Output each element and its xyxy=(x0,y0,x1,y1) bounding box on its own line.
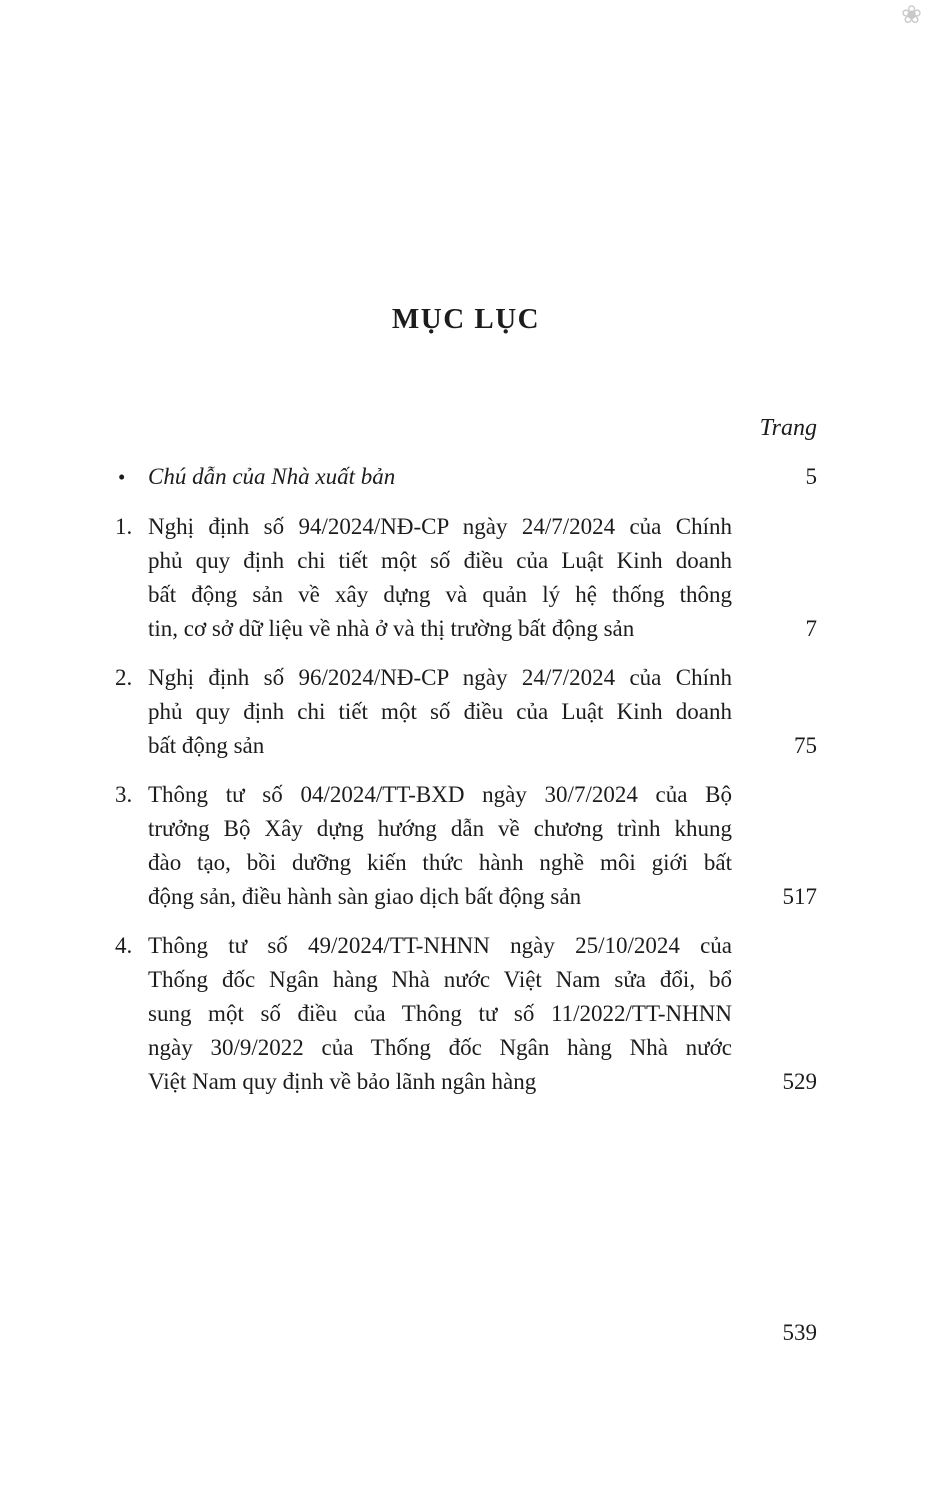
entry-line: Nghị định số 96/2024/NĐ-CP ngày 24/7/2024 của Chính xyxy=(148,665,732,690)
entry-line: bất động sản về xây dựng và quản lý hệ thống thông xyxy=(148,582,732,607)
bullet-icon: • xyxy=(118,465,126,489)
entry-last-line: tin, cơ sở dữ liệu về nhà ở và thị trường bất động sản xyxy=(148,616,635,641)
entry-last-line: động sản, điều hành sàn giao dịch bất động sản xyxy=(148,884,582,909)
entry-number: 3. xyxy=(115,782,133,807)
entry-line: đào tạo, bồi dưỡng kiến thức hành nghề môi giới bất xyxy=(148,850,732,875)
toc-entry-page-number: 5 xyxy=(805,464,817,489)
entry-line: Thống đốc Ngân hàng Nhà nước Việt Nam sửa đổi, bổ xyxy=(148,967,732,992)
page-title: MỤC LỤC xyxy=(391,303,541,335)
toc-entry-title: Chú dẫn của Nhà xuất bản xyxy=(148,464,396,489)
entry-line: phủ quy định chi tiết một số điều của Luật Kinh doanh xyxy=(148,699,732,724)
toc-entry-row xyxy=(148,460,817,494)
entry-last-line: Việt Nam quy định về bảo lãnh ngân hàng xyxy=(148,1069,537,1094)
toc-entry-page-number: 517 xyxy=(782,884,817,909)
entry-line: Thông tư số 49/2024/TT-NHNN ngày 25/10/2024 của xyxy=(148,933,732,958)
entry-last-line: bất động sản xyxy=(148,733,265,758)
toc-list xyxy=(115,460,817,1099)
toc-entry-page-number: 529 xyxy=(782,1069,817,1094)
flower-ornament-icon: ❀ xyxy=(901,0,922,29)
toc-entry-page-number: 75 xyxy=(794,733,817,758)
toc-entry-preface xyxy=(115,460,817,494)
entry-line: trưởng Bộ Xây dựng hướng dẫn về chương trình khung xyxy=(148,816,732,841)
toc-entry-row xyxy=(148,729,817,763)
entry-number: 1. xyxy=(115,514,133,539)
entry-line: phủ quy định chi tiết một số điều của Luật Kinh doanh xyxy=(148,548,732,573)
entry-number: 2. xyxy=(115,665,133,690)
entry-line: ngày 30/9/2022 của Thống đốc Ngân hàng Nhà nước xyxy=(148,1035,732,1060)
toc-entry-4 xyxy=(115,929,817,1099)
trang-column-header: Trang xyxy=(759,415,817,441)
toc-entry-row xyxy=(148,880,817,914)
toc-entry-page-number: 7 xyxy=(805,616,817,641)
toc-entry-row xyxy=(148,1065,817,1099)
entry-line: sung một số điều của Thông tư số 11/2022/TT-NHNN xyxy=(148,1001,732,1026)
toc-entry-2 xyxy=(115,661,817,763)
entry-line: Thông tư số 04/2024/TT-BXD ngày 30/7/2024 của Bộ xyxy=(148,782,732,807)
toc-entry-row xyxy=(148,612,817,646)
toc-entry-3 xyxy=(115,778,817,914)
folio-page-number: 539 xyxy=(782,1320,817,1345)
toc-entry-1 xyxy=(115,510,817,646)
entry-number: 4. xyxy=(115,933,133,958)
entry-line: Nghị định số 94/2024/NĐ-CP ngày 24/7/2024 của Chính xyxy=(148,514,732,539)
